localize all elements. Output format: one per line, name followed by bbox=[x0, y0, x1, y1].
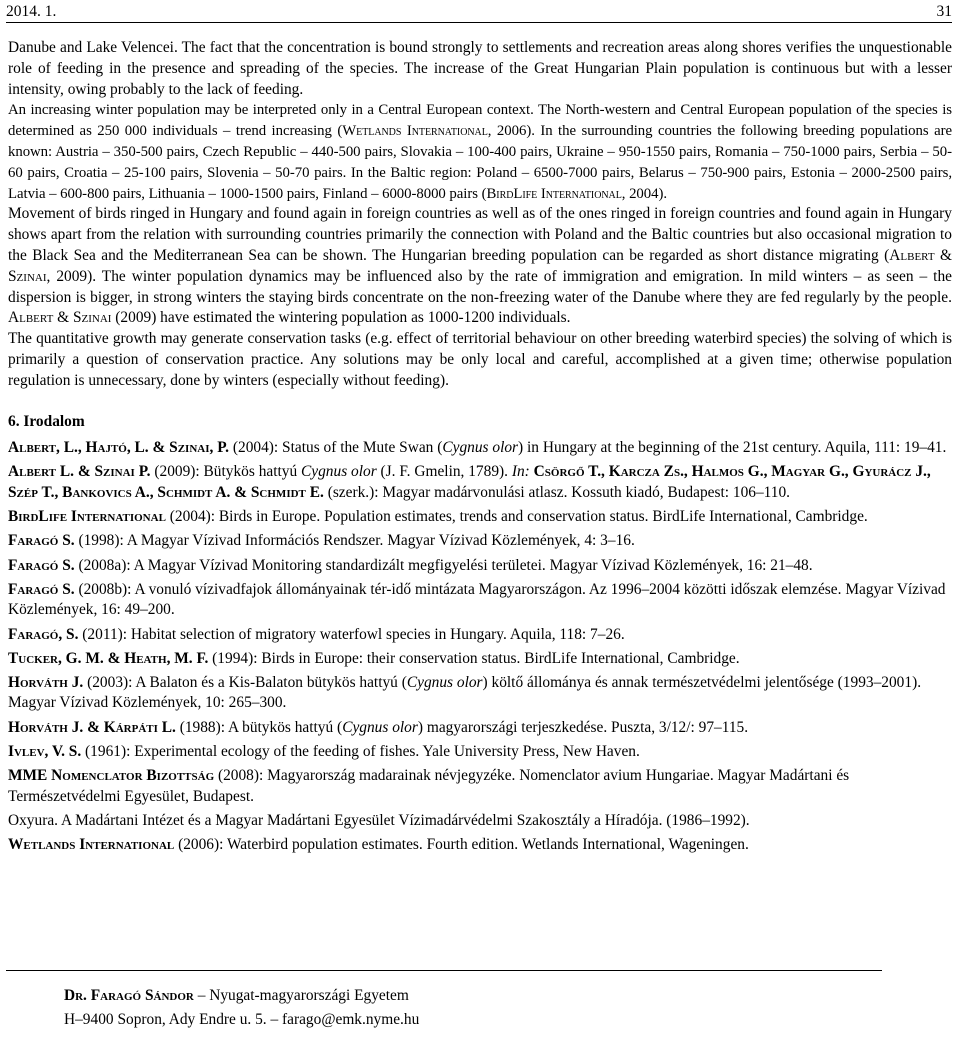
footer-divider bbox=[6, 970, 882, 971]
citation-albert-szinai: Albert & Szinai bbox=[8, 309, 112, 327]
reference-text: (2004): Status of the Mute Swan ( bbox=[229, 439, 443, 457]
reference-item bbox=[8, 742, 952, 763]
reference-item bbox=[8, 673, 952, 715]
reference-authors: Csörgő T., Karcza Zs., Halmos G., Magyar G., Gyurácz J., Szép T., Bankovics A., Schmidt A. & Schmidt E. bbox=[8, 463, 931, 502]
reference-authors: Horváth J. bbox=[8, 673, 84, 691]
running-header bbox=[6, 0, 952, 23]
species-name: Cygnus olor bbox=[406, 673, 483, 691]
reference-authors: Ivlev, V. S. bbox=[8, 742, 82, 760]
reference-item bbox=[8, 507, 952, 528]
reference-text: (1961): Experimental ecology of the feeding of fishes. Yale University Press, New Haven. bbox=[81, 742, 640, 760]
reference-text: ) magyarországi terjeszkedése. Puszta, 3/12/: 97–115. bbox=[417, 718, 749, 736]
reference-text: (2003): A Balaton és a Kis-Balaton bütykös hattyú ( bbox=[83, 673, 407, 691]
reference-text: (1988): A bütykös hattyú ( bbox=[175, 718, 343, 736]
reference-text: (1994): Birds in Europe: their conservation status. BirdLife International, Cambridge. bbox=[208, 649, 740, 667]
reference-item bbox=[8, 625, 952, 646]
reference-text: (2008): Magyarország madarainak névjegyzéke. Nomenclator avium Hungariae. Magyar Madártani és Természetvédelmi Egyesület, Budapest. bbox=[8, 766, 850, 805]
reference-list bbox=[8, 438, 952, 855]
reference-item bbox=[8, 438, 952, 459]
reference-text: (2009): Bütykös hattyú bbox=[150, 463, 302, 481]
reference-text: (2008a): A Magyar Vízivad Monitoring standardizált megfigyelési területei. Magyar Vízivad Közlemények, 16: 21–48. bbox=[74, 556, 813, 574]
author-line bbox=[64, 984, 419, 1008]
reference-authors: Tucker, G. M. & Heath, M. F. bbox=[8, 649, 209, 667]
reference-authors: Faragó S. bbox=[8, 532, 75, 550]
reference-authors: Albert, L., Hajtó, L. & Szinai, P. bbox=[8, 439, 230, 457]
species-name: Cygnus olor bbox=[301, 463, 377, 481]
species-name: Cygnus olor bbox=[342, 718, 418, 736]
reference-item bbox=[8, 580, 952, 622]
species-name: In: bbox=[511, 463, 530, 481]
author-address: H–9400 Sopron, Ady Endre u. 5. – farago@emk.nyme.hu bbox=[64, 1011, 420, 1028]
reference-item bbox=[8, 462, 952, 504]
reference-authors: BirdLife International bbox=[8, 508, 166, 526]
reference-text: (J. F. Gmelin, 1789). bbox=[376, 463, 512, 481]
page-number: 31 bbox=[936, 3, 952, 20]
reference-text: (szerk.): Magyar madárvonulási atlasz. Kossuth kiadó, Budapest: 106–110. bbox=[323, 484, 791, 502]
reference-item bbox=[8, 556, 952, 577]
reference-text: (1998): A Magyar Vízivad Információs Rendszer. Magyar Vízivad Közlemények, 4: 3–16. bbox=[74, 532, 635, 550]
reference-text: Oxyura. A Madártani Intézet és a Magyar Madártani Egyesület Vízimadárvédelmi Szakosztály a Híradója. (1986–1992). bbox=[8, 811, 750, 829]
citation-birdlife: BirdLife International bbox=[486, 185, 622, 202]
reference-text: (2008b): A vonuló vízivadfajok állományainak tér-idő mintázata Magyarországon. Az 1996–2004 közötti időszak elemzése. Magyar Vízivad Közlemények, 16: 49–200. bbox=[8, 580, 946, 619]
author-affiliation: – Nyugat-magyarországi Egyetem bbox=[193, 987, 409, 1004]
reference-item bbox=[8, 835, 952, 856]
reference-item bbox=[8, 649, 952, 670]
reference-authors: Faragó S. bbox=[8, 580, 75, 598]
reference-item bbox=[8, 766, 952, 808]
paragraph-1: Danube and Lake Velencei. The fact that the concentration is bound strongly to settlements and recreation areas along shores verifies the unquestionable role of feeding in the presence and spreading of the species. The increase of the Great Hungarian Plain population is continuous but with a lesser intensity, owing probably to the lack of feeding. bbox=[8, 39, 952, 98]
reference-item bbox=[8, 811, 952, 832]
reference-authors: Horváth J. & Kárpáti L. bbox=[8, 718, 176, 736]
section-heading: 6. Irodalom bbox=[8, 412, 85, 430]
issue-label: 2014. 1. bbox=[6, 3, 57, 20]
reference-text: ) in Hungary at the beginning of the 21st century. Aquila, 111: 19–41. bbox=[518, 439, 947, 457]
reference-authors: Faragó, S. bbox=[8, 625, 79, 643]
reference-authors: MME Nomenclator Bizottság bbox=[8, 766, 215, 784]
reference-authors: Faragó S. bbox=[8, 556, 75, 574]
reference-text: (2004): Birds in Europe. Population estimates, trends and conservation status. BirdLife International, Cambridge. bbox=[165, 508, 868, 526]
article-body bbox=[8, 38, 952, 856]
paragraph-4: The quantitative growth may generate conservation tasks (e.g. effect of territorial behaviour on other breeding waterbird species) the solving of which is primarily a question of conservation practice. Any solutions may be only local and careful, accomplished at a given time; otherwise population regulation is unnecessary, done by winters (especially without feeding). bbox=[8, 330, 952, 389]
author-footer bbox=[64, 984, 419, 1032]
citation-albert-szinai: Albert & Szinai bbox=[8, 246, 952, 285]
reference-item bbox=[8, 531, 952, 552]
paragraph-3: Movement of birds ringed in Hungary and found again in foreign countries as well as of the ones ringed in foreign countries and found again in Hungary shows apart from the relation with surrounding countries primarily the connection with Poland and the Baltic countries but also occasional migration to the Black Sea and the Mediterranean Sea can be shown. The Hungarian breeding population can be regarded as short distance migrating (Albert & Szinai, 2009). The winter population dynamics may be influenced also by the rate of immigration and emigration. In mild winters – as seen – the dispersion is bigger, in strong winters the staying birds concentrate on the non-freezing water of the Danube where they are fed regularly by the people. Albert & Szinai (2009) have estimated the wintering population as 1000-1200 individuals. bbox=[8, 205, 952, 327]
reference-item bbox=[8, 718, 952, 739]
reference-text: (2011): Habitat selection of migratory waterfowl species in Hungary. Aquila, 118: 7–26. bbox=[78, 625, 625, 643]
citation-wetlands: Wetlands International bbox=[342, 123, 488, 140]
author-name: Dr. Faragó Sándor bbox=[64, 987, 194, 1004]
reference-text: ) költő állománya és annak természetvédelmi jelentősége (1993–2001). Magyar Vízivad Közlemények, 10: 265–300. bbox=[8, 673, 922, 712]
reference-authors: Albert L. & Szinai P. bbox=[8, 463, 151, 481]
reference-authors: Wetlands International bbox=[8, 835, 175, 853]
paragraph-2: An increasing winter population may be interpreted only in a Central European context. The North-western and Central European population of the species is determined as 250 000 individuals – trend increasing (Wetlands International, 2006). In the surrounding countries the following breeding populations are known: Austria – 350-500 pairs, Czech Republic – 440-500 pairs, Slovakia – 100-400 pairs, Ukraine – 950-1550 pairs, Romania – 750-1000 pairs, Serbia – 50-60 pairs, Croatia – 25-100 pairs, Slovenia – 50-70 pairs. In the Baltic region: Poland – 6500-7000 pairs, Belarus – 750-900 pairs, Estonia – 2000-2500 pairs, Latvia – 600-800 pairs, Lithuania – 1000-1500 pairs, Finland – 6000-8000 pairs (BirdLife International, 2004). bbox=[8, 102, 952, 202]
species-name: Cygnus olor bbox=[442, 439, 519, 457]
reference-text: (2006): Waterbird population estimates. Fourth edition. Wetlands International, Wageningen. bbox=[174, 835, 749, 853]
